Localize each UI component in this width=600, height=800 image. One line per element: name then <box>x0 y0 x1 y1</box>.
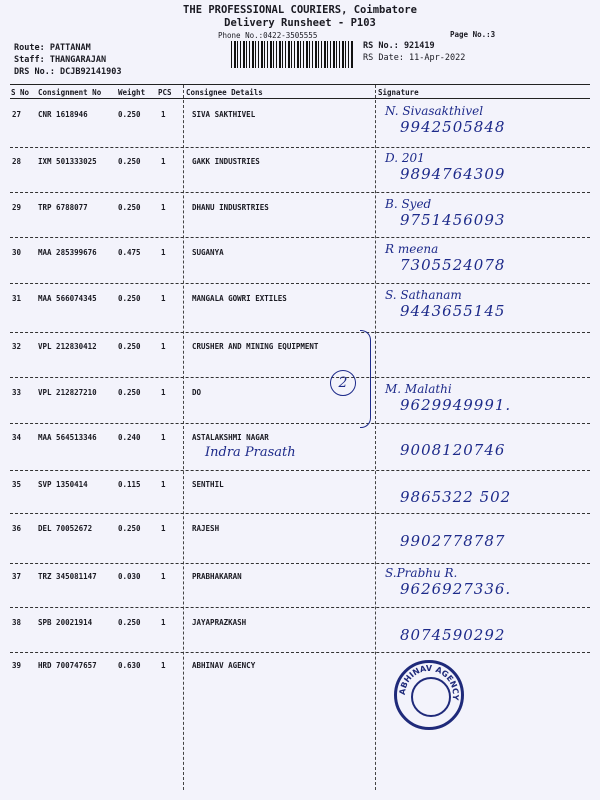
row-separator <box>10 332 590 333</box>
row-separator <box>10 147 590 148</box>
row-weight: 0.250 <box>118 388 141 397</box>
rs-number: RS No.: 921419 <box>363 41 435 51</box>
rs-date: RS Date: 11-Apr-2022 <box>363 53 466 63</box>
col-consignee: Consignee Details <box>186 88 263 97</box>
row-separator <box>10 563 590 564</box>
row-signature-phone: 7305524078 <box>400 256 506 274</box>
row-sno: 36 <box>12 524 22 533</box>
row-signature-name: B. Syed <box>385 197 432 211</box>
row-sno: 39 <box>12 661 22 670</box>
staff: Staff: THANGARAJAN <box>14 55 107 65</box>
row-pcs: 1 <box>161 294 166 303</box>
row-separator <box>10 423 590 424</box>
row-consignment: VPL 212827210 <box>38 388 97 397</box>
row-consignee: CRUSHER AND MINING EQUIPMENT <box>192 342 319 351</box>
row-separator <box>10 470 590 471</box>
row-weight: 0.250 <box>118 157 141 166</box>
row-signature-name: S. Sathanam <box>385 288 462 302</box>
row-consignment: TRZ 345081147 <box>38 572 97 581</box>
row-pcs: 1 <box>161 157 166 166</box>
row-pcs: 1 <box>161 618 166 627</box>
col-consignment: Consignment No <box>38 88 102 97</box>
row-separator <box>10 377 590 378</box>
table-top-rule <box>10 84 590 85</box>
header-bottom-rule <box>10 98 590 99</box>
row-consignment: SPB 20021914 <box>38 618 93 627</box>
row-separator <box>10 237 590 238</box>
row-weight: 0.250 <box>118 203 141 212</box>
row-consignee: SUGANYA <box>192 248 224 257</box>
agency-stamp <box>394 660 464 730</box>
row-sno: 38 <box>12 618 22 627</box>
svg-text:ABHINAV AGENCY <box>398 664 460 701</box>
row-consignment: MAA 285399676 <box>38 248 97 257</box>
row-pcs: 1 <box>161 248 166 257</box>
row-pcs: 1 <box>161 433 166 442</box>
phone-number: Phone No.:0422-3505555 <box>218 31 318 40</box>
row-pcs: 1 <box>161 388 166 397</box>
row-consignment: MAA 566074345 <box>38 294 97 303</box>
row-consignment: DEL 70052672 <box>38 524 93 533</box>
drs-number: DRS No.: DCJB92141903 <box>14 67 122 77</box>
row-consignee-note: Indra Prasath <box>205 445 296 460</box>
col-signature: Signature <box>378 88 419 97</box>
row-signature-name: S.Prabhu R. <box>385 566 458 580</box>
row-signature-phone: 9865322 502 <box>400 488 512 506</box>
row-weight: 0.250 <box>118 618 141 627</box>
page-number: Page No.:3 <box>450 30 496 39</box>
signature-divider <box>375 85 376 790</box>
row-weight: 0.250 <box>118 110 141 119</box>
stamp-text: ABHINAV AGENCY <box>397 663 461 701</box>
row-signature-name: D. 201 <box>385 151 425 165</box>
row-sno: 28 <box>12 157 22 166</box>
row-weight: 0.250 <box>118 524 141 533</box>
route: Route: PATTANAM <box>14 43 91 53</box>
row-pcs: 1 <box>161 480 166 489</box>
row-sno: 32 <box>12 342 22 351</box>
col-pcs: PCS <box>158 88 172 97</box>
row-signature-phone: 9008120746 <box>400 441 506 459</box>
row-signature-phone: 9942505848 <box>400 118 506 136</box>
row-signature-phone: 9629949991. <box>400 396 512 414</box>
row-consignment: CNR 1618946 <box>38 110 88 119</box>
row-signature-name: M. Malathi <box>385 382 452 396</box>
barcode-image <box>231 41 353 68</box>
row-separator <box>10 192 590 193</box>
row-weight: 0.250 <box>118 342 141 351</box>
col-sno: S No <box>11 88 30 97</box>
row-consignee: RAJESH <box>192 524 220 533</box>
row-pcs: 1 <box>161 342 166 351</box>
row-consignee: PRABHAKARAN <box>192 572 242 581</box>
bracket-number: 2 <box>330 370 356 396</box>
row-sno: 27 <box>12 110 22 119</box>
row-separator <box>10 607 590 608</box>
bracket-mark <box>360 330 371 428</box>
row-consignee: JAYAPRAZKASH <box>192 618 247 627</box>
row-consignee: SENTHIL <box>192 480 224 489</box>
row-consignee: SIVA SAKTHIVEL <box>192 110 256 119</box>
row-weight: 0.115 <box>118 480 141 489</box>
row-pcs: 1 <box>161 572 166 581</box>
row-consignment: HRD 700747657 <box>38 661 97 670</box>
row-consignment: IXM 501333025 <box>38 157 97 166</box>
row-consignee: ABHINAV AGENCY <box>192 661 256 670</box>
row-pcs: 1 <box>161 661 166 670</box>
row-consignment: MAA 564513346 <box>38 433 97 442</box>
row-sno: 35 <box>12 480 22 489</box>
row-weight: 0.240 <box>118 433 141 442</box>
row-pcs: 1 <box>161 524 166 533</box>
row-sno: 33 <box>12 388 22 397</box>
row-sno: 30 <box>12 248 22 257</box>
row-pcs: 1 <box>161 110 166 119</box>
row-separator <box>10 652 590 653</box>
row-weight: 0.630 <box>118 661 141 670</box>
row-weight: 0.250 <box>118 294 141 303</box>
row-consignment: VPL 212830412 <box>38 342 97 351</box>
row-sno: 37 <box>12 572 22 581</box>
row-sno: 29 <box>12 203 22 212</box>
col-weight: Weight <box>118 88 146 97</box>
stamp-text-ring <box>397 663 461 727</box>
row-signature-phone: 9894764309 <box>400 165 506 183</box>
runsheet-title: Delivery Runsheet - P103 <box>224 17 376 29</box>
row-separator <box>10 513 590 514</box>
row-signature-phone: 9751456093 <box>400 211 506 229</box>
row-consignment: SVP 1350414 <box>38 480 88 489</box>
row-consignee: DHANU INDUSRTRIES <box>192 203 269 212</box>
row-signature-phone: 9443655145 <box>400 302 506 320</box>
row-signature-name: R meena <box>385 242 439 256</box>
row-signature-phone: 9626927336. <box>400 580 512 598</box>
row-pcs: 1 <box>161 203 166 212</box>
row-signature-phone: 9902778787 <box>400 532 506 550</box>
row-sno: 31 <box>12 294 22 303</box>
row-signature-phone: 8074590292 <box>400 626 506 644</box>
row-consignee: MANGALA GOWRI EXTILES <box>192 294 287 303</box>
row-consignee: ASTALAKSHMI NAGAR <box>192 433 269 442</box>
row-separator <box>10 283 590 284</box>
row-consignment: TRP 6788077 <box>38 203 88 212</box>
consignee-divider <box>183 85 184 790</box>
row-sno: 34 <box>12 433 22 442</box>
company-name: THE PROFESSIONAL COURIERS, Coimbatore <box>183 4 417 16</box>
row-consignee: DO <box>192 388 202 397</box>
row-signature-name: N. Sivasakthivel <box>385 104 484 118</box>
row-weight: 0.475 <box>118 248 141 257</box>
row-weight: 0.030 <box>118 572 141 581</box>
row-consignee: GAKK INDUSTRIES <box>192 157 260 166</box>
